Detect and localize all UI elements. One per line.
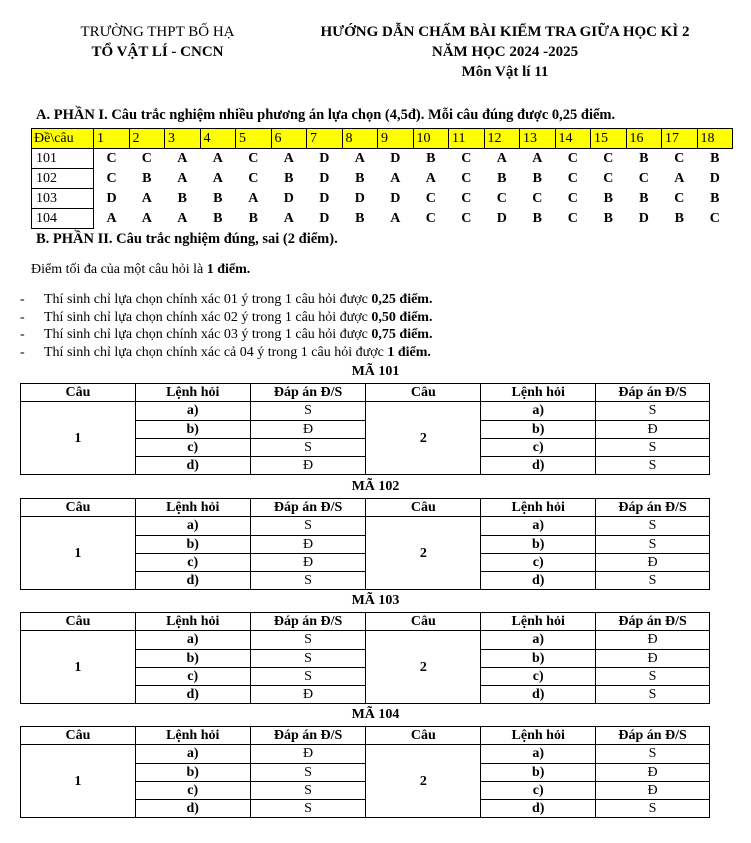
item-label: c) bbox=[135, 781, 250, 799]
answer-cell: C bbox=[674, 190, 685, 206]
answer-cell: A bbox=[674, 170, 685, 186]
answer-cell: C bbox=[567, 210, 578, 226]
answer-cell: B bbox=[284, 170, 294, 186]
answer-header-row bbox=[32, 129, 733, 149]
tf-answer: S bbox=[596, 667, 710, 685]
answer-cell: C bbox=[603, 170, 614, 186]
item-label: a) bbox=[481, 745, 596, 763]
answer-cell: A bbox=[177, 150, 188, 166]
answer-cell: D bbox=[390, 190, 401, 206]
max-score-value: 1 điểm. bbox=[206, 262, 251, 277]
subject: Môn Vật lí 11 bbox=[461, 64, 549, 80]
scoring-rule bbox=[20, 326, 432, 344]
answer-cell: A bbox=[212, 150, 223, 166]
question-header: Câu bbox=[366, 727, 481, 745]
question-number-cell: 10 bbox=[413, 129, 449, 149]
tf-answer: Đ bbox=[596, 553, 710, 571]
rule-dash: - bbox=[20, 344, 25, 360]
answer-cell: B bbox=[355, 210, 365, 226]
exam-code-cell: 102 bbox=[32, 169, 94, 189]
tf-answer: Đ bbox=[596, 420, 710, 438]
header-left bbox=[30, 22, 285, 62]
answer-cell: C bbox=[638, 170, 649, 186]
table-row bbox=[21, 745, 710, 763]
item-label: b) bbox=[135, 763, 250, 781]
item-header: Lệnh hỏi bbox=[135, 727, 250, 745]
tf-answer: S bbox=[596, 800, 710, 818]
question-header: Câu bbox=[21, 613, 136, 631]
question-number-cell: 18 bbox=[697, 129, 733, 149]
item-label: b) bbox=[135, 420, 250, 438]
question-number-cell: 6 bbox=[271, 129, 307, 149]
item-label: b) bbox=[135, 535, 250, 553]
tf-answer: S bbox=[250, 631, 366, 649]
rule-score: 0,25 điểm. bbox=[371, 292, 433, 307]
school-name: TRƯỜNG THPT BỐ HẠ bbox=[80, 24, 235, 40]
item-header: Lệnh hỏi bbox=[135, 384, 250, 402]
max-score-text: Điểm tối đa của một câu hỏi là bbox=[31, 262, 207, 277]
tf-answer: S bbox=[250, 781, 366, 799]
true-false-table bbox=[20, 498, 710, 590]
answer-cell: D bbox=[319, 190, 330, 206]
answer-cell: B bbox=[674, 210, 684, 226]
answer-cell: C bbox=[567, 150, 578, 166]
item-header: Lệnh hỏi bbox=[481, 499, 596, 517]
answer-cell: C bbox=[106, 170, 117, 186]
scoring-rule bbox=[20, 291, 432, 309]
item-header: Lệnh hỏi bbox=[481, 384, 596, 402]
answer-cell: C bbox=[425, 210, 436, 226]
answer-cell: C bbox=[603, 150, 614, 166]
scoring-rule bbox=[20, 344, 432, 362]
answer-row bbox=[32, 169, 733, 189]
question-number-cell: 3 bbox=[165, 129, 201, 149]
table-row bbox=[21, 631, 710, 649]
question-number-cell: 15 bbox=[591, 129, 627, 149]
question-number-cell: 2 bbox=[129, 129, 165, 149]
question-header: Câu bbox=[366, 613, 481, 631]
answer-cell: D bbox=[638, 210, 649, 226]
answer-cell: A bbox=[177, 210, 188, 226]
question-number: 1 bbox=[21, 631, 136, 704]
tf-answer: Đ bbox=[250, 686, 366, 704]
item-label: c) bbox=[135, 438, 250, 456]
item-label: a) bbox=[481, 402, 596, 420]
table-header-row bbox=[21, 499, 710, 517]
tf-answer: Đ bbox=[250, 745, 366, 763]
answer-cell: B bbox=[532, 170, 542, 186]
question-number: 1 bbox=[21, 517, 136, 590]
corner-cell: Đề\câu bbox=[32, 129, 94, 149]
answer-header: Đáp án Đ/S bbox=[596, 384, 710, 402]
rule-score: 1 điểm. bbox=[387, 344, 431, 360]
answer-cell: C bbox=[709, 210, 720, 226]
answer-cell: D bbox=[496, 210, 507, 226]
answer-cell: B bbox=[497, 170, 507, 186]
table-row bbox=[21, 517, 710, 535]
exam-code-title: MÃ 104 bbox=[351, 707, 400, 722]
item-label: c) bbox=[135, 667, 250, 685]
answer-cell: A bbox=[212, 170, 223, 186]
tf-answer: Đ bbox=[250, 457, 366, 475]
answer-header: Đáp án Đ/S bbox=[596, 613, 710, 631]
item-label: d) bbox=[135, 572, 250, 590]
answer-cell: A bbox=[496, 150, 507, 166]
item-header: Lệnh hỏi bbox=[135, 613, 250, 631]
item-label: c) bbox=[481, 667, 596, 685]
document-title: HƯỚNG DẪN CHẤM BÀI KIỂM TRA GIỮA HỌC KÌ 2 bbox=[320, 24, 690, 40]
answer-cell: D bbox=[283, 190, 294, 206]
item-label: c) bbox=[481, 781, 596, 799]
question-number: 2 bbox=[366, 517, 481, 590]
exam-code-title: MÃ 101 bbox=[351, 364, 400, 379]
question-number: 2 bbox=[366, 631, 481, 704]
answer-cell: C bbox=[674, 150, 685, 166]
answer-cell: B bbox=[142, 170, 152, 186]
answer-row bbox=[32, 149, 733, 169]
item-label: a) bbox=[135, 402, 250, 420]
item-header: Lệnh hỏi bbox=[135, 499, 250, 517]
question-number-cell: 9 bbox=[378, 129, 414, 149]
question-number-cell: 13 bbox=[520, 129, 556, 149]
answer-cell: D bbox=[319, 150, 330, 166]
item-label: b) bbox=[481, 649, 596, 667]
answer-cell: B bbox=[639, 150, 649, 166]
question-header: Câu bbox=[366, 384, 481, 402]
answer-row bbox=[32, 189, 733, 209]
item-label: c) bbox=[481, 438, 596, 456]
item-label: c) bbox=[135, 553, 250, 571]
exam-code-cell: 104 bbox=[32, 209, 94, 229]
question-number-cell: 1 bbox=[94, 129, 130, 149]
tf-answer: S bbox=[596, 438, 710, 456]
answer-cell: B bbox=[710, 190, 720, 206]
item-label: a) bbox=[135, 631, 250, 649]
tf-answer: S bbox=[596, 745, 710, 763]
answer-header: Đáp án Đ/S bbox=[596, 499, 710, 517]
item-header: Lệnh hỏi bbox=[481, 613, 596, 631]
answer-cell: C bbox=[532, 190, 543, 206]
answer-cell: A bbox=[532, 150, 543, 166]
department-name: TỔ VẬT LÍ - CNCN bbox=[91, 44, 224, 60]
answer-header: Đáp án Đ/S bbox=[596, 727, 710, 745]
item-label: d) bbox=[481, 800, 596, 818]
answer-cell: B bbox=[426, 150, 436, 166]
tf-answer: S bbox=[596, 457, 710, 475]
answer-cell: A bbox=[177, 170, 188, 186]
scoring-rules bbox=[20, 291, 432, 361]
question-header: Câu bbox=[21, 499, 136, 517]
answer-cell: A bbox=[390, 170, 401, 186]
item-label: a) bbox=[481, 631, 596, 649]
item-label: d) bbox=[135, 686, 250, 704]
tf-answer: S bbox=[250, 572, 366, 590]
answer-cell: C bbox=[461, 170, 472, 186]
answer-cell: A bbox=[354, 150, 365, 166]
question-number-cell: 14 bbox=[555, 129, 591, 149]
answer-cell: B bbox=[532, 210, 542, 226]
item-label: b) bbox=[481, 420, 596, 438]
rule-dash: - bbox=[20, 309, 25, 325]
tf-answer: S bbox=[596, 517, 710, 535]
answer-cell: B bbox=[639, 190, 649, 206]
true-false-table bbox=[20, 612, 710, 704]
answer-cell: B bbox=[177, 190, 187, 206]
tf-answer: Đ bbox=[596, 781, 710, 799]
answer-row bbox=[32, 209, 733, 229]
item-header: Lệnh hỏi bbox=[481, 727, 596, 745]
tf-answer: Đ bbox=[596, 631, 710, 649]
answer-cell: D bbox=[319, 170, 330, 186]
answer-cell: D bbox=[354, 190, 365, 206]
answer-cell: C bbox=[106, 150, 117, 166]
answer-cell: A bbox=[106, 210, 117, 226]
exam-code-title: MÃ 102 bbox=[351, 479, 400, 494]
rule-score: 0,50 điểm. bbox=[371, 309, 433, 325]
item-label: b) bbox=[481, 763, 596, 781]
answer-cell: B bbox=[603, 210, 613, 226]
answer-cell: C bbox=[496, 190, 507, 206]
school-year: NĂM HỌC 2024 -2025 bbox=[431, 44, 579, 60]
answer-cell: C bbox=[567, 190, 578, 206]
tf-answer: S bbox=[250, 800, 366, 818]
item-label: d) bbox=[481, 572, 596, 590]
header-right bbox=[290, 22, 720, 82]
tf-answer: S bbox=[596, 402, 710, 420]
answer-cell: C bbox=[567, 170, 578, 186]
question-number: 2 bbox=[366, 745, 481, 818]
tf-answer: S bbox=[250, 667, 366, 685]
answer-cell: A bbox=[425, 170, 436, 186]
question-number-cell: 12 bbox=[484, 129, 520, 149]
answer-cell: B bbox=[355, 170, 365, 186]
question-number-cell: 8 bbox=[342, 129, 378, 149]
item-label: b) bbox=[481, 535, 596, 553]
question-number-cell: 16 bbox=[626, 129, 662, 149]
answer-cell: B bbox=[710, 150, 720, 166]
answer-header: Đáp án Đ/S bbox=[250, 384, 366, 402]
max-score-note bbox=[31, 262, 250, 278]
answer-cell: D bbox=[709, 170, 720, 186]
table-row bbox=[21, 402, 710, 420]
answer-cell: D bbox=[106, 190, 117, 206]
item-label: d) bbox=[481, 457, 596, 475]
question-number-cell: 5 bbox=[236, 129, 272, 149]
question-header: Câu bbox=[21, 727, 136, 745]
question-number-cell: 17 bbox=[662, 129, 698, 149]
answer-cell: A bbox=[390, 210, 401, 226]
rule-text: Thí sinh chỉ lựa chọn chính xác 02 ý trong 1 câu hỏi được bbox=[44, 309, 372, 325]
answer-cell: C bbox=[141, 150, 152, 166]
tf-answer: Đ bbox=[596, 763, 710, 781]
answer-cell: A bbox=[141, 210, 152, 226]
table-header-row bbox=[21, 613, 710, 631]
tf-answer: S bbox=[250, 649, 366, 667]
table-header-row bbox=[21, 384, 710, 402]
part2-heading: B. PHẦN II. Câu trắc nghiệm đúng, sai (2 điểm). bbox=[36, 231, 338, 247]
rule-text: Thí sinh chỉ lựa chọn chính xác 01 ý trong 1 câu hỏi được bbox=[44, 292, 372, 307]
tf-answer: S bbox=[596, 572, 710, 590]
answer-cell: C bbox=[425, 190, 436, 206]
rule-text: Thí sinh chỉ lựa chọn chính xác cả 04 ý trong 1 câu hỏi được bbox=[44, 344, 388, 360]
tf-answer: S bbox=[596, 535, 710, 553]
question-number: 2 bbox=[366, 402, 481, 475]
answer-cell: C bbox=[461, 150, 472, 166]
item-label: d) bbox=[481, 686, 596, 704]
exam-code-cell: 103 bbox=[32, 189, 94, 209]
answer-cell: B bbox=[603, 190, 613, 206]
question-header: Câu bbox=[21, 384, 136, 402]
answer-cell: A bbox=[248, 190, 259, 206]
answer-cell: C bbox=[461, 210, 472, 226]
item-label: a) bbox=[135, 745, 250, 763]
question-number-cell: 7 bbox=[307, 129, 343, 149]
rule-score: 0,75 điểm. bbox=[371, 327, 433, 342]
item-label: a) bbox=[135, 517, 250, 535]
answer-cell: B bbox=[213, 190, 223, 206]
scoring-rule bbox=[20, 309, 432, 327]
item-label: c) bbox=[481, 553, 596, 571]
rule-dash: - bbox=[20, 327, 25, 342]
answer-header: Đáp án Đ/S bbox=[250, 613, 366, 631]
part1-heading: A. PHẦN I. Câu trắc nghiệm nhiều phương án lựa chọn (4,5đ). Mỗi câu đúng được 0,25 điểm. bbox=[36, 107, 616, 123]
item-label: a) bbox=[481, 517, 596, 535]
item-label: d) bbox=[135, 800, 250, 818]
tf-answer: S bbox=[250, 763, 366, 781]
question-number-cell: 11 bbox=[449, 129, 485, 149]
answer-cell: B bbox=[248, 210, 258, 226]
exam-code-cell: 101 bbox=[32, 149, 94, 169]
question-number: 1 bbox=[21, 745, 136, 818]
tf-answer: S bbox=[250, 517, 366, 535]
question-number: 1 bbox=[21, 402, 136, 475]
item-label: b) bbox=[135, 649, 250, 667]
answer-header: Đáp án Đ/S bbox=[250, 499, 366, 517]
part1-answer-table bbox=[31, 128, 733, 229]
tf-answer: Đ bbox=[250, 535, 366, 553]
answer-cell: A bbox=[141, 190, 152, 206]
tf-answer: S bbox=[596, 686, 710, 704]
answer-cell: A bbox=[283, 150, 294, 166]
true-false-table bbox=[20, 383, 710, 475]
question-number-cell: 4 bbox=[200, 129, 236, 149]
table-header-row bbox=[21, 727, 710, 745]
answer-cell: A bbox=[283, 210, 294, 226]
tf-answer: S bbox=[250, 402, 366, 420]
true-false-table bbox=[20, 726, 710, 818]
rule-text: Thí sinh chỉ lựa chọn chính xác 03 ý trong 1 câu hỏi được bbox=[44, 327, 372, 342]
answer-cell: D bbox=[390, 150, 401, 166]
tf-answer: Đ bbox=[250, 553, 366, 571]
tf-answer: Đ bbox=[250, 420, 366, 438]
tf-answer: Đ bbox=[596, 649, 710, 667]
question-header: Câu bbox=[366, 499, 481, 517]
answer-cell: D bbox=[319, 210, 330, 226]
answer-header: Đáp án Đ/S bbox=[250, 727, 366, 745]
exam-code-title: MÃ 103 bbox=[351, 593, 400, 608]
answer-cell: C bbox=[248, 170, 259, 186]
tf-answer: S bbox=[250, 438, 366, 456]
item-label: d) bbox=[135, 457, 250, 475]
answer-cell: B bbox=[213, 210, 223, 226]
answer-cell: C bbox=[461, 190, 472, 206]
answer-cell: C bbox=[248, 150, 259, 166]
rule-dash: - bbox=[20, 292, 25, 307]
